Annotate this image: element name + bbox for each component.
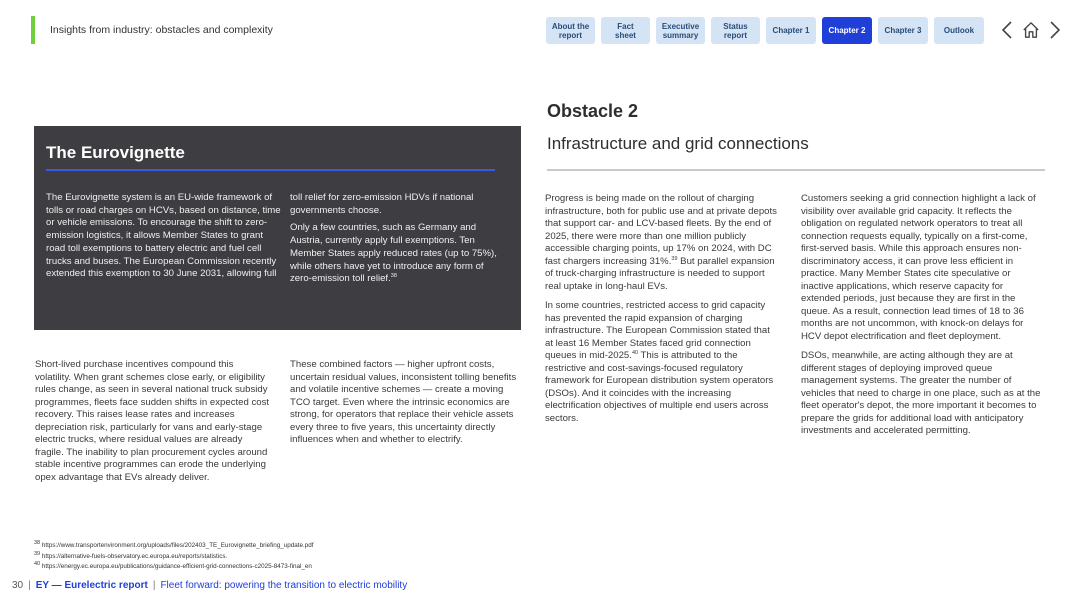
footer-brand: EY — Eurelectric report: [35, 580, 148, 591]
obstacle-divider: [547, 169, 1045, 171]
page-footer: [12, 580, 407, 591]
footnotes: [34, 541, 314, 573]
obstacle-col2-p2: DSOs, meanwhile, are acting although they are at different stages of deploying improved queue management systems. The greater the number of vehicles that need to charge in one place, such as at the fleet operator's depot, the more important it becomes to prepare the grids for additional load with anticipatory investments and accelerated permitting.: [801, 350, 1041, 436]
home-icon[interactable]: [1022, 19, 1040, 41]
footnote-link[interactable]: https://energy.ec.europa.eu/publications/guidance-efficient-grid-connections-c2025-8473-final_en: [41, 563, 312, 570]
footnote-link[interactable]: https://alternative-fuels-observatory.ec.europa.eu/reports/statistics.: [41, 552, 228, 560]
footer-tagline: Fleet forward: powering the transition to electric mobility: [160, 580, 408, 591]
eurovignette-box: [34, 126, 521, 330]
left-body-text-2: These combined factors — higher upfront costs, uncertain residual values, inconsistent tolling benefits and volatile incentive schemes — create a moving TCO target. Even where the intrinsic economics are strong, for operators that replace their vehicle assets every three to five years, this uncertainty directly influences when and whether to electrify.: [290, 359, 517, 445]
nav-executive-summary[interactable]: Executive summary: [656, 17, 705, 44]
nav-outlook[interactable]: Outlook: [934, 17, 984, 44]
footnote-39: $^{39}$ https://alternative-fuels-observatory.ec.europa.eu/reports/statistics.: [34, 550, 228, 560]
nav-fact-sheet[interactable]: Fact sheet: [601, 17, 650, 44]
nav-about-the-report[interactable]: About the report: [546, 17, 595, 44]
eurovignette-title: The Eurovignette: [46, 143, 185, 162]
nav-status-report[interactable]: Status report: [711, 17, 760, 44]
eurovignette-right-column: [290, 192, 500, 286]
nav-chapter-1[interactable]: Chapter 1: [766, 17, 816, 44]
eurovignette-divider: [46, 169, 495, 171]
footnote-ref-39[interactable]: 39: [671, 255, 678, 262]
eurovignette-right-p2: Only a few countries, such as Germany and Austria, currently apply full exemptions. Ten Member States apply reduced rates (up to 75%), while others have yet to introduce any form of zero-emission toll relief.$^{38}$: [290, 222, 497, 285]
chevron-left-icon[interactable]: [998, 19, 1016, 41]
eurovignette-right-p1: toll relief for zero-emission HDVs if national governments choose.: [290, 192, 474, 216]
footer-separator: |: [28, 580, 31, 591]
left-body-text-1: Short-lived purchase incentives compound this volatility. When grant schemes close early, or eligibility rules change, as seen in several national truck subsidy programmes, fleets face sudden shifts in expected cost recovery. This raises lease rates and increases depreciation risk, particularly for vans and early-stage electric trucks, where residual values are already fragile. The inability to plan procurement cycles around stable incentive programmes can erode the underlying opex advantage that EVs already deliver.: [35, 359, 270, 483]
obstacle-subtitle: Infrastructure and grid connections: [547, 134, 809, 153]
chevron-right-icon[interactable]: [1046, 19, 1064, 41]
obstacle-col1-p2: In some countries, restricted access to grid capacity has prevented the rapid expansion of charging infrastructure. The European Commission stated that at least 16 Member States faced grid connection queues in mid-2025.40 This is attributed to the restrictive and cost-savings-focused regulatory framework for European distribution system operators (DSOs). And it coincides with the increasing electrification objectives of multiple end users across sectors.: [545, 300, 774, 424]
page-nav-icons: [998, 19, 1064, 41]
obstacle-col2-p1: Customers seeking a grid connection highlight a lack of visibility over available grid capacity. It reflects the obligation on regulated network operators to treat all connection requests equally, typically on a first-come, first-served basis. While this approach ensures non-discriminatory access, it can prove less efficient in practice. Many Member States cite speculative or inactive applications, which reserve capacity for extended periods, just because they are first in the queue. As a result, connection lead times of 18 to 36 months are not uncommon, with knock-on delays for HCV depot electrification and fleet deployment.: [801, 193, 1036, 342]
footnote-ref-38[interactable]: 38: [390, 273, 397, 280]
footnote-link[interactable]: https://www.transportenvironment.org/uploads/files/202403_TE_Eurovignette_briefing_update.pdf: [41, 542, 314, 549]
nav-chapter-2[interactable]: Chapter 2: [822, 17, 872, 44]
eurovignette-left-text: The Eurovignette system is an EU-wide framework of tolls or road charges on HCVs, based on distance, time or vehicle emissions. To encourage the shift to zero-emission logistics, it allows Member States to grant road toll exemptions to battery electric and fuel cell trucks and buses. The European Commission recently extended this exemption to 30 June 2031, allowing full: [46, 192, 281, 280]
footnote-ref-40[interactable]: 40: [631, 349, 639, 356]
section-accent-bar: [31, 16, 35, 44]
obstacle-column-1: [545, 193, 779, 425]
obstacle-title: Obstacle 2: [547, 101, 639, 121]
obstacle-column-2: [801, 193, 1045, 438]
footnote-38: $^{38}$ https://www.transportenvironment.org/uploads/files/202403_TE_Eurovignette_briefing_update.pdf: [34, 539, 314, 549]
obstacle-col1-p1: Progress is being made on the rollout of charging infrastructure, both for public use and at private depots that support car- and LCV-based fleets. By the end of 2025, there were more than one million publicly accessible charging points, up 17% on 2024, with DC fast chargers increasing 31%.$^{39}$ But parallel expansion of truck-charging infrastructure is needed to support real uptake in long-haul EVs.: [545, 193, 777, 292]
page-number: 30: [12, 580, 24, 591]
section-title: Insights from industry: obstacles and complexity: [50, 24, 273, 36]
chapter-nav: [546, 17, 984, 44]
left-body-column-1: [35, 359, 271, 484]
left-body-column-2: [290, 359, 522, 447]
footer-separator: |: [152, 580, 156, 591]
nav-chapter-3[interactable]: Chapter 3: [878, 17, 928, 44]
footnote-40: $^{40}$ https://energy.ec.europa.eu/publications/guidance-efficient-grid-connections-c2025-8473-final_en: [34, 560, 312, 570]
eurovignette-left-column: [46, 192, 282, 281]
